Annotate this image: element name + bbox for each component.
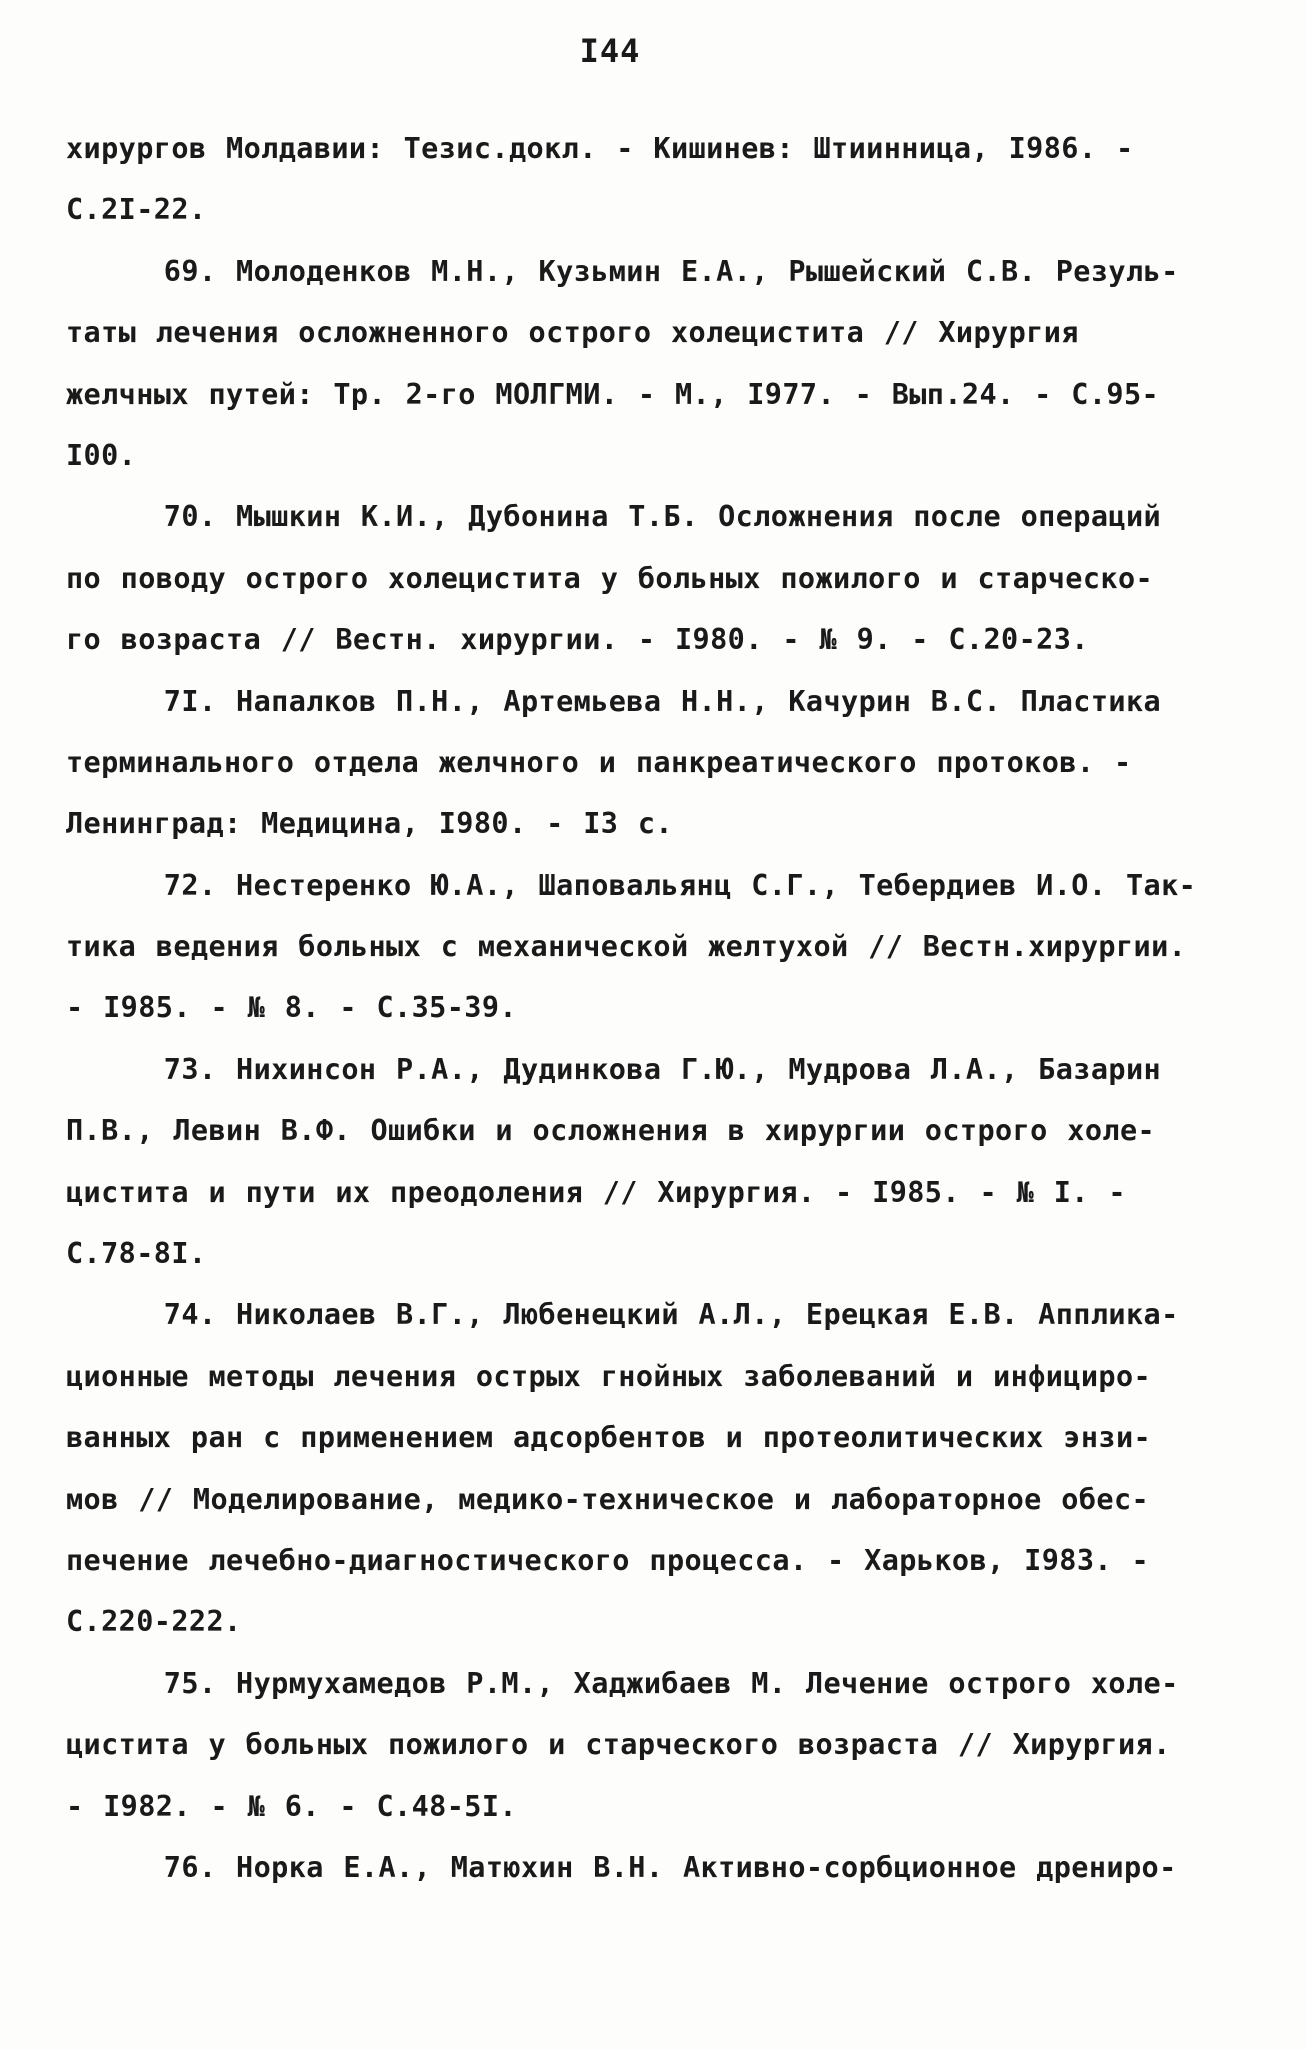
text-line: таты лечения осложненного острого холецистита // Хирургия — [66, 316, 1079, 350]
text-line: тика ведения больных с механической желтухой // Вестн.хирургии. — [66, 930, 1187, 964]
text-line: 74. Николаев В.Г., Любенецкий А.Л., Ерецкая Е.В. Аппликa- — [66, 1298, 1179, 1332]
text-line: - I982. - № 6. - С.48-5I. — [66, 1789, 517, 1823]
text-line: С.78-8I. — [66, 1237, 207, 1271]
text-line: П.В., Левин В.Ф. Ошибки и осложнения в хирургии острого холе- — [66, 1114, 1156, 1148]
text-line: цистита у больных пожилого и старческого возраста // Хирургия. — [66, 1728, 1171, 1762]
text-line: терминального отдела желчного и панкреатического протоков. - — [66, 745, 1132, 779]
text-line: 72. Нестеренко Ю.А., Шаповальянц С.Г., Тебердиев И.О. Так- — [66, 868, 1197, 902]
text-line: 75. Нурмухамедов Р.М., Хаджибаев М. Лечение острого холе- — [66, 1666, 1179, 1700]
text-line: хирургов Молдавии: Тезис.докл. - Кишинев: Штиинница, I986. - — [66, 132, 1134, 165]
text-line: Ленинград: Медицина, I980. - I3 с. — [66, 807, 673, 841]
text-line: I00. — [66, 438, 137, 472]
text-line: С.220-222. — [66, 1605, 242, 1639]
text-line: го возраста // Вестн. хирургии. - I980. - № 9. - С.20-23. — [66, 623, 1089, 657]
text-line: 69. Молоденков М.Н., Кузьмин Е.А., Рышейский С.В. Резуль- — [66, 254, 1179, 288]
text-line: - I985. - № 8. - С.35-39. — [66, 991, 517, 1025]
text-line: по поводу острого холецистита у больных пожилого и старческо- — [66, 561, 1154, 595]
text-line: ванных ран с применением адсорбентов и протеолитических энзи- — [66, 1421, 1152, 1455]
text-line: мов // Моделирование, медико-техническое и лабораторное обес- — [66, 1482, 1150, 1516]
bibliography-text — [66, 118, 1251, 1898]
text-line: 70. Мышкин К.И., Дубонина Т.Б. Осложнения после операций — [66, 500, 1162, 534]
text-line: ционные методы лечения острых гнойных заболеваний и инфициро- — [66, 1359, 1152, 1393]
text-line: 76. Норка Е.А., Матюхин В.Н. Активно-сорбционное дрениро- — [66, 1850, 1177, 1884]
text-line: С.2I-22. — [66, 193, 207, 227]
text-line: желчных путей: Тр. 2-го МОЛГМИ. - М., I977. - Вып.24. - С.95- — [66, 377, 1160, 411]
text-line: 73. Нихинсон Р.А., Дудинкова Г.Ю., Мудрова Л.А., Базарин — [66, 1052, 1162, 1086]
page-number: I44 — [579, 32, 641, 70]
text-line: печение лечебно-диагностического процесса. - Харьков, I983. - — [66, 1543, 1150, 1577]
text-line: 7I. Напалков П.Н., Артемьева Н.Н., Качурин В.С. Пластика — [66, 684, 1162, 718]
text-line: цистита и пути их преодоления // Хирургия. - I985. - № I. - — [66, 1175, 1126, 1209]
